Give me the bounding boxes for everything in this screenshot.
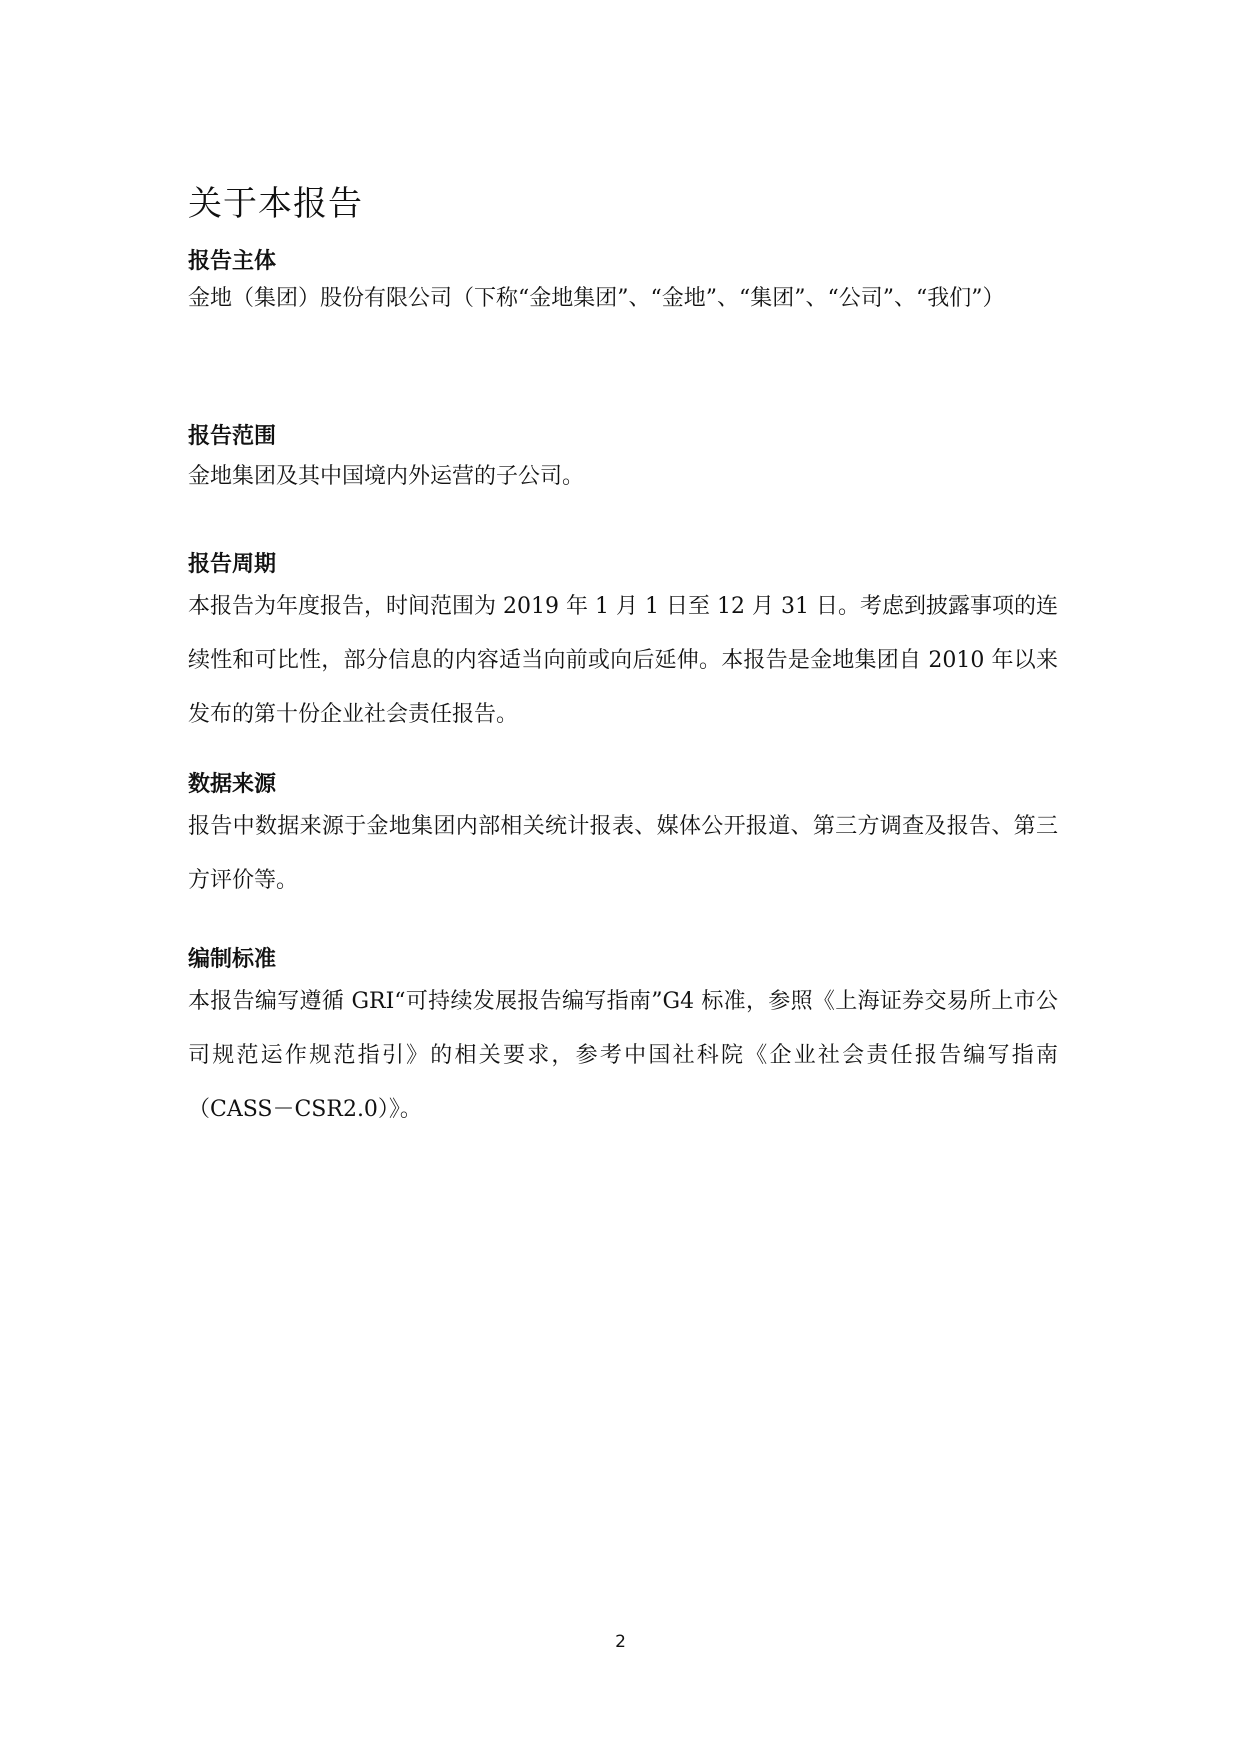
section-body-report-scope: 金地集团及其中国境内外运营的子公司。: [188, 464, 585, 489]
section-heading-compilation-standard: 编制标准: [188, 947, 277, 973]
section-body-data-source: 报告中数据来源于金地集团内部相关统计报表、媒体公开报道、第三方调查及报告、第三方评价等。: [188, 814, 1058, 893]
section-heading-report-scope: 报告范围: [188, 424, 277, 450]
page-number: 2: [615, 1632, 626, 1652]
page-title: 关于本报告: [188, 183, 363, 224]
section-heading-report-entity: 报告主体: [188, 249, 277, 275]
section-heading-report-period: 报告周期: [188, 552, 277, 578]
section-body-compilation-standard: 本报告编写遵循 GRI“可持续发展报告编写指南”G4 标准，参照《上海证券交易所上市公司规范运作规范指引》的相关要求，参考中国社科院《企业社会责任报告编写指南（CASS－CSR2.0）》。: [188, 989, 1058, 1122]
section-body-report-entity: 金地（集团）股份有限公司（下称“金地集团”、“金地”、“集团”、“公司”、“我们”）: [188, 286, 1005, 311]
section-body-report-period: 本报告为年度报告，时间范围为 2019 年 1 月 1 日至 12 月 31 日。考虑到披露事项的连续性和可比性，部分信息的内容适当向前或向后延伸。本报告是金地集团自 2010 年以来发布的第十份企业社会责任报告。: [188, 594, 1058, 727]
section-heading-data-source: 数据来源: [188, 772, 277, 798]
